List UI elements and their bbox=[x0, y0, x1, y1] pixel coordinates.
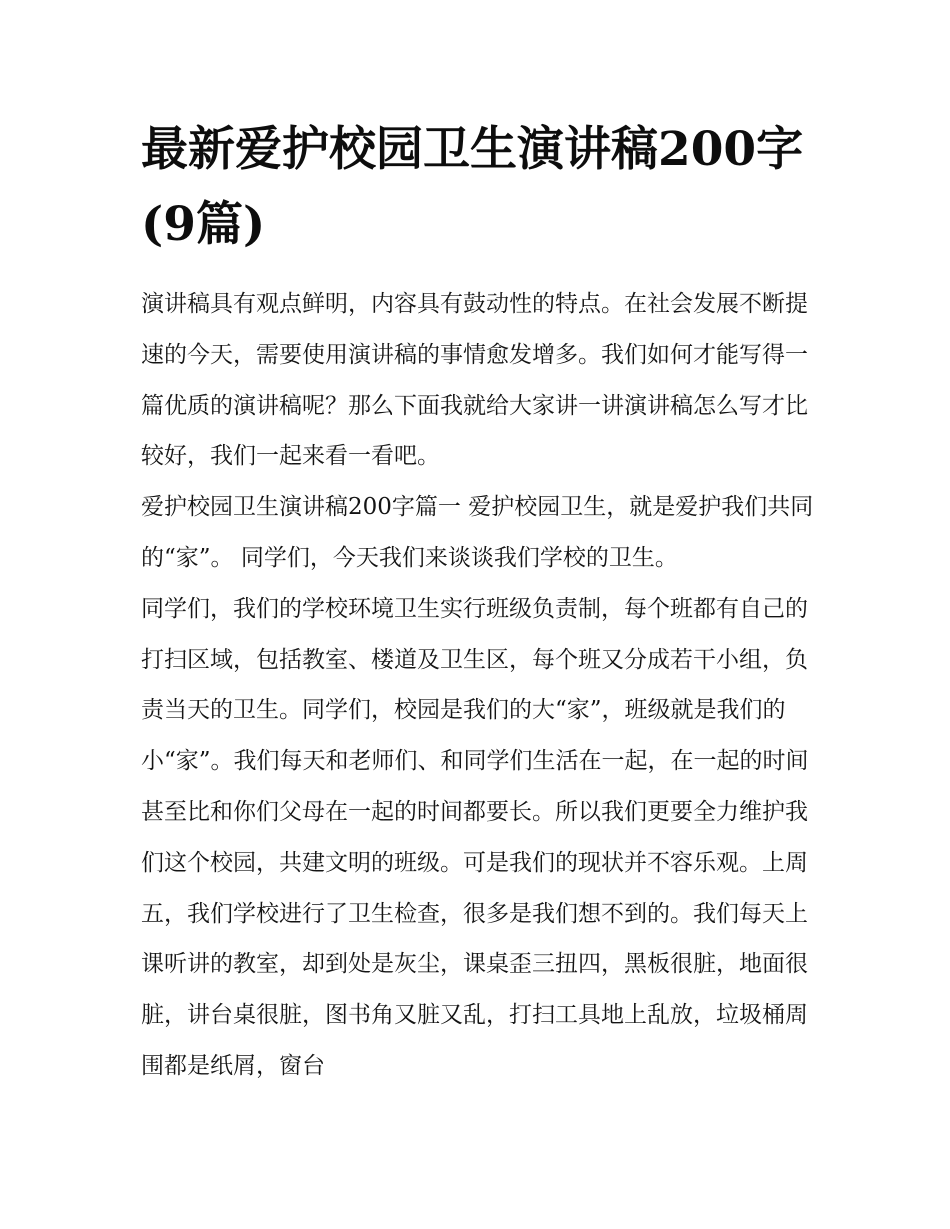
document-body bbox=[141, 279, 821, 1092]
paragraph-intro: 演讲稿具有观点鲜明，内容具有鼓动性的特点。在社会发展不断提速的今天，需要使用演讲稿的事情愈发增多。我们如何才能写得一篇优质的演讲稿呢？那么下面我就给大家讲一讲演讲稿怎么写才比较好，我们一起来看一看吧。 bbox=[141, 291, 808, 470]
paragraph-section-one-heading: 爱护校园卫生演讲稿200字篇一 爱护校园卫生，就是爱护我们共同的“家”。 同学们，今天我们来谈谈我们学校的卫生。 bbox=[141, 494, 814, 571]
paragraph-section-one-body: 同学们，我们的学校环境卫生实行班级负责制，每个班都有自己的打扫区域，包括教室、楼道及卫生区，每个班又分成若干小组，负责当天的卫生。同学们，校园是我们的大“家”，班级就是我们的小“家”。我们每天和老师们、和同学们生活在一起，在一起的时间甚至比和你们父母在一起的时间都要长。所以我们更要全力维护我们这个校园，共建文明的班级。可是我们的现状并不容乐观。上周五，我们学校进行了卫生检查，很多是我们想不到的。我们每天上课听讲的教室，却到处是灰尘，课桌歪三扭四，黑板很脏，地面很脏，讲台桌很脏，图书角又脏又乱，打扫工具地上乱放，垃圾桶周围都是纸屑，窗台 bbox=[141, 595, 809, 1079]
document-title: 最新爱护校园卫生演讲稿200字(9篇) bbox=[141, 122, 804, 252]
